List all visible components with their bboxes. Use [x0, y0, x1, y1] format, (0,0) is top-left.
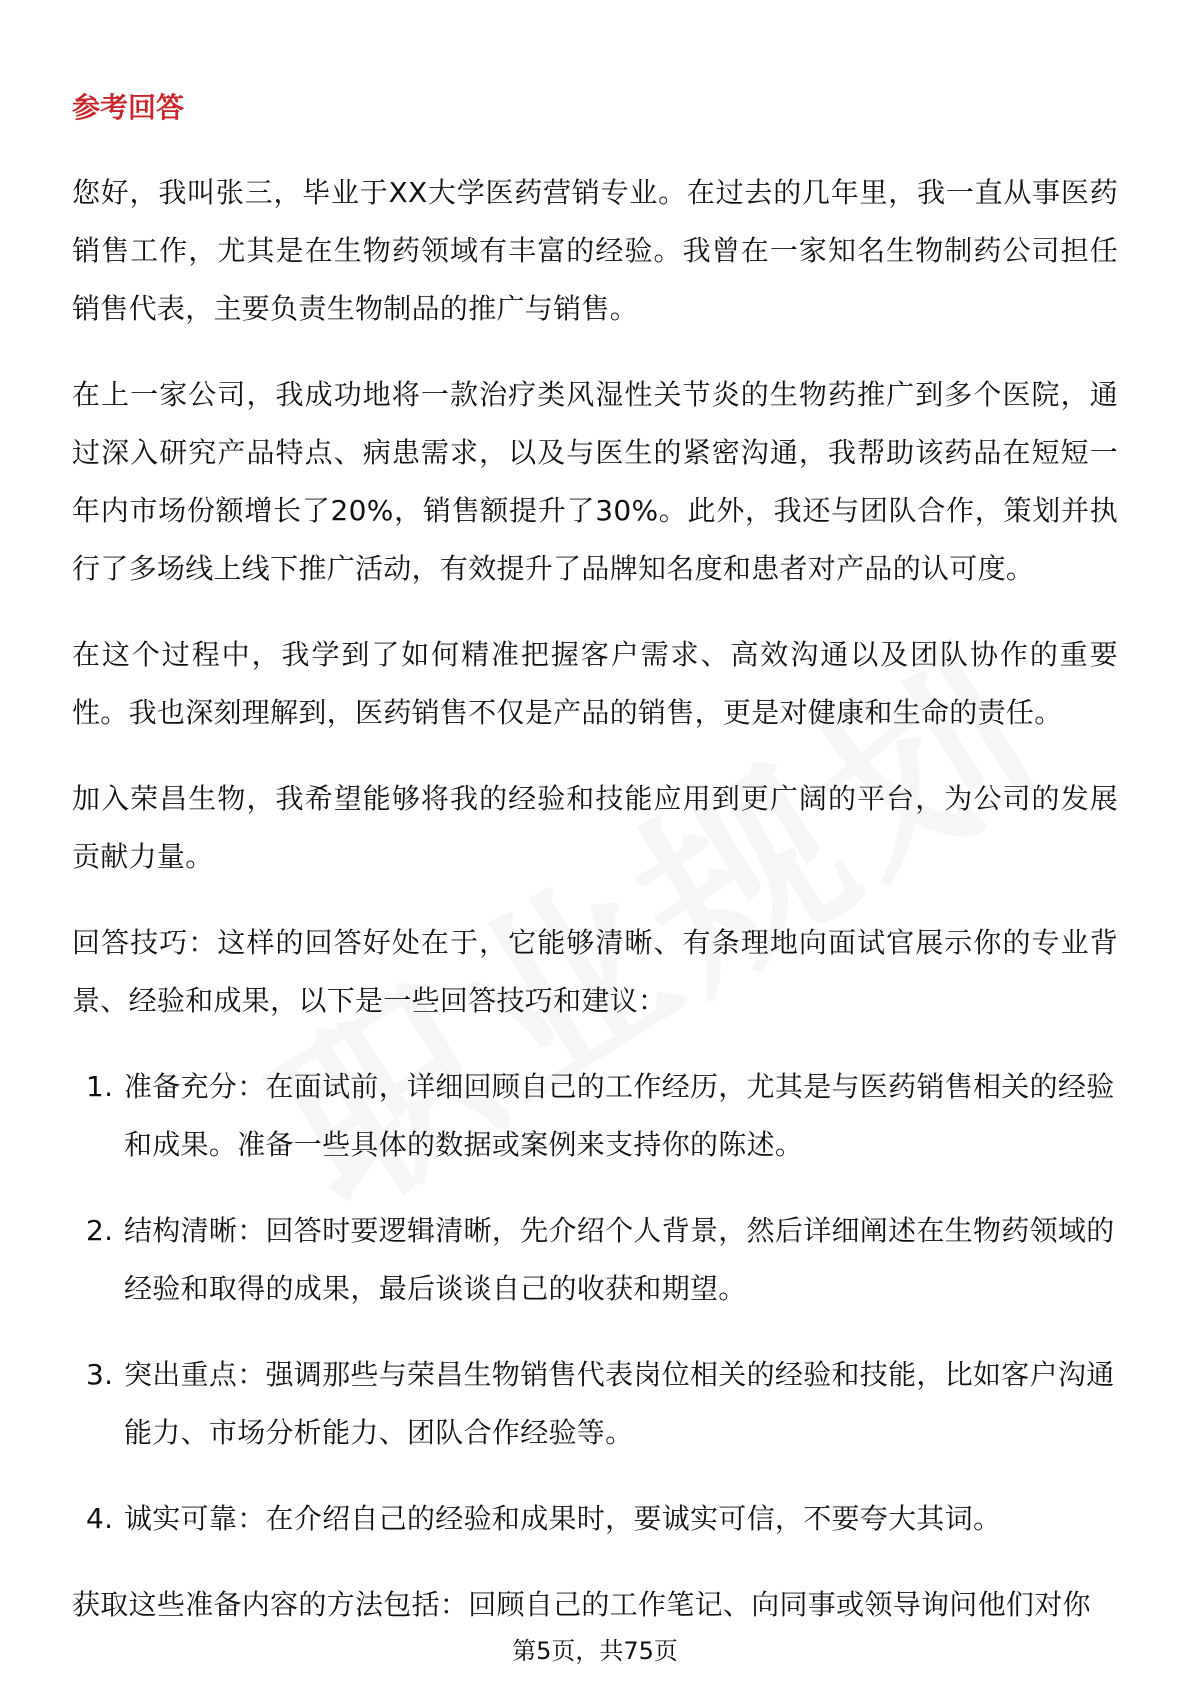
answer-paragraph-3: 在这个过程中，我学到了如何精准把握客户需求、高效沟通以及团队协作的重要性。我也深刻理解到，医药销售不仅是产品的销售，更是对健康和生命的责任。 [72, 638, 1118, 729]
list-item-number: 1. [86, 1070, 114, 1103]
list-item-text: 突出重点：强调那些与荣昌生物销售代表岗位相关的经验和技能，比如客户沟通能力、市场分析能力、团队合作经验等。 [124, 1358, 1115, 1449]
list-item-text: 准备充分：在面试前，详细回顾自己的工作经历，尤其是与医药销售相关的经验和成果。准备一些具体的数据或案例来支持你的陈述。 [124, 1070, 1115, 1161]
list-item-text: 诚实可靠：在介绍自己的经验和成果时，要诚实可信，不要夸大其词。 [124, 1502, 1002, 1535]
answer-paragraph-2: 在上一家公司，我成功地将一款治疗类风湿性关节炎的生物药推广到多个医院，通过深入研究产品特点、病患需求，以及与医生的紧密沟通，我帮助该药品在短短一年内市场份额增长了20%，销售额提升了30%。此外，我还与团队合作，策划并执行了多场线上线下推广活动，有效提升了品牌知名度和患者对产品的认可度。 [72, 378, 1118, 585]
section-heading: 参考回答 [72, 91, 185, 124]
list-item-text: 结构清晰：回答时要逻辑清晰，先介绍个人背景，然后详细阐述在生物药领域的经验和取得的成果，最后谈谈自己的收获和期望。 [124, 1214, 1115, 1305]
page-content [72, 88, 1118, 1662]
tips-intro-paragraph: 回答技巧：这样的回答好处在于，它能够清晰、有条理地向面试官展示你的专业背景、经验和成果，以下是一些回答技巧和建议： [72, 926, 1118, 1017]
tips-list [72, 1058, 1118, 1548]
list-item-number: 3. [86, 1358, 114, 1391]
list-item [72, 1490, 1118, 1548]
answer-paragraph-1: 您好，我叫张三，毕业于XX大学医药营销专业。在过去的几年里，我一直从事医药销售工作，尤其是在生物药领域有丰富的经验。我曾在一家知名生物制药公司担任销售代表，主要负责生物制品的推广与销售。 [72, 176, 1118, 325]
answer-paragraph-4: 加入荣昌生物，我希望能够将我的经验和技能应用到更广阔的平台，为公司的发展贡献力量。 [72, 782, 1118, 873]
list-item-number: 2. [86, 1214, 114, 1247]
list-item [72, 1058, 1118, 1174]
list-item [72, 1346, 1118, 1462]
closing-paragraph: 获取这些准备内容的方法包括：回顾自己的工作笔记、向同事或领导询问他们对你 [72, 1588, 1091, 1621]
list-item [72, 1202, 1118, 1318]
page-number-footer: 第5页，共75页 [512, 1637, 678, 1665]
list-item-number: 4. [86, 1502, 114, 1535]
